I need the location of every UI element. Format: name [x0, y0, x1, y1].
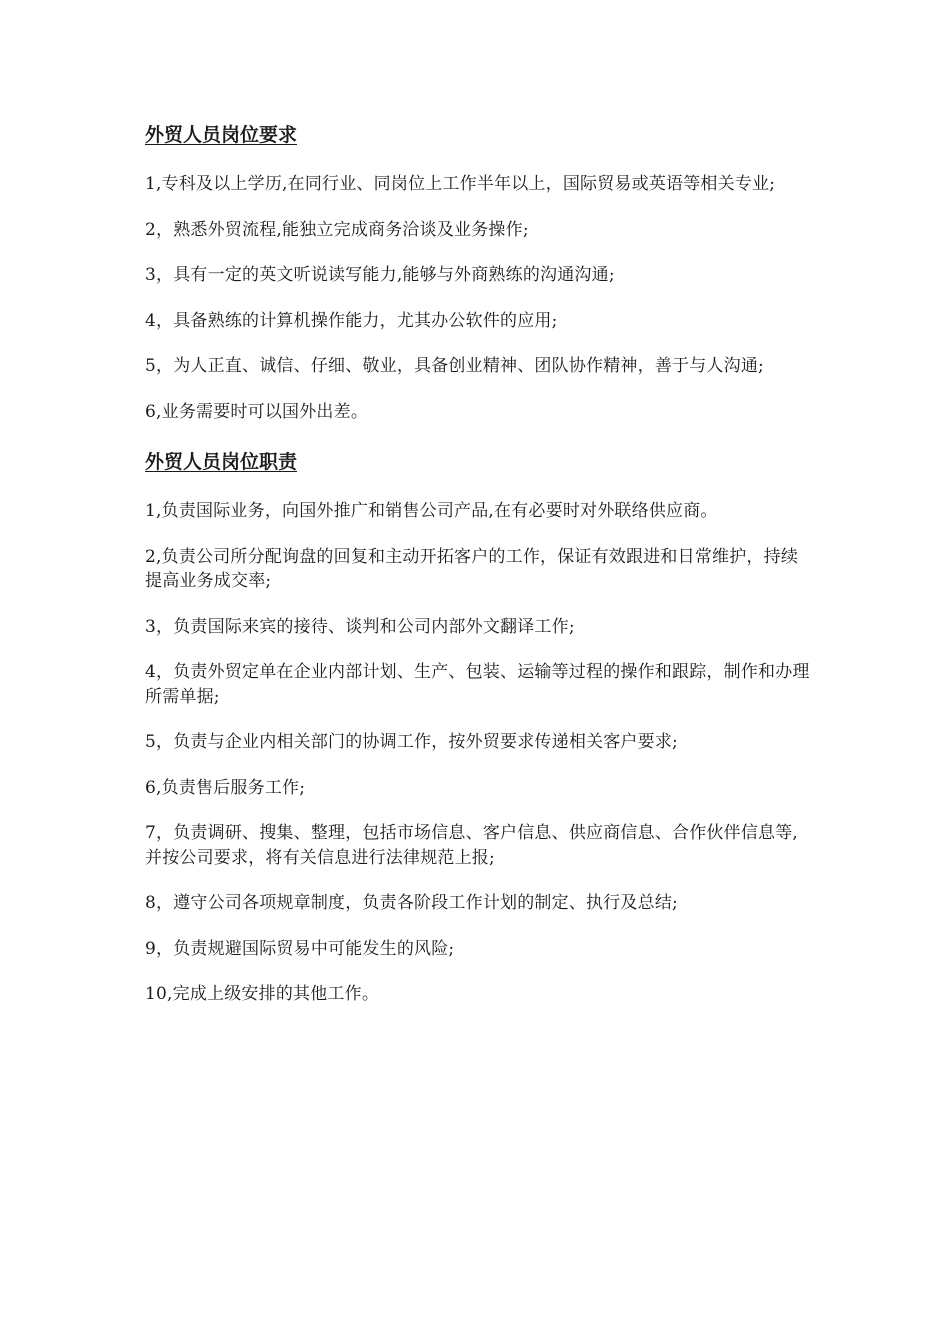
paragraph: 3，具有一定的英文听说读写能力,能够与外商熟练的沟通沟通; — [145, 265, 615, 285]
document-page — [145, 122, 810, 1028]
paragraph: 5，负责与企业内相关部门的协调工作，按外贸要求传递相关客户要求; — [145, 732, 678, 752]
paragraph: 5，为人正直、诚信、仔细、敬业，具备创业精神、团队协作精神，善于与人沟通; — [145, 356, 764, 376]
section-requirements — [145, 122, 810, 424]
section-title-requirements: 外贸人员岗位要求 — [145, 124, 298, 146]
paragraph: 7，负责调研、搜集、整理，包括市场信息、客户信息、供应商信息、合作伙伴信息等,并按公司要求，将有关信息进行法律规范上报; — [145, 823, 799, 868]
section-title-responsibilities: 外贸人员岗位职责 — [145, 451, 298, 473]
paragraph: 1,专科及以上学历,在同行业、同岗位上工作半年以上，国际贸易或英语等相关专业; — [145, 174, 776, 194]
paragraph: 2,负责公司所分配询盘的回复和主动开拓客户的工作，保证有效跟进和日常维护，持续提高业务成交率; — [145, 546, 799, 591]
paragraph: 6,业务需要时可以国外出差。 — [145, 401, 369, 422]
paragraph: 4，具备熟练的计算机操作能力，尤其办公软件的应用; — [145, 310, 558, 331]
paragraph: 2，熟悉外贸流程,能独立完成商务洽谈及业务操作; — [145, 219, 529, 240]
paragraph: 1,负责国际业务，向国外推广和销售公司产品,在有必要时对外联络供应商。 — [145, 501, 718, 521]
paragraph: 3，负责国际来宾的接待、谈判和公司内部外文翻译工作; — [145, 616, 575, 637]
paragraph: 4，负责外贸定单在企业内部计划、生产、包装、运输等过程的操作和跟踪，制作和办理所需单据; — [145, 662, 810, 707]
section-responsibilities — [145, 445, 810, 1007]
paragraph: 8，遵守公司各项规章制度，负责各阶段工作计划的制定、执行及总结; — [145, 893, 678, 913]
paragraph: 6,负责售后服务工作; — [145, 777, 306, 798]
paragraph: 10,完成上级安排的其他工作。 — [145, 984, 380, 1004]
paragraph: 9，负责规避国际贸易中可能发生的风险; — [145, 938, 455, 959]
